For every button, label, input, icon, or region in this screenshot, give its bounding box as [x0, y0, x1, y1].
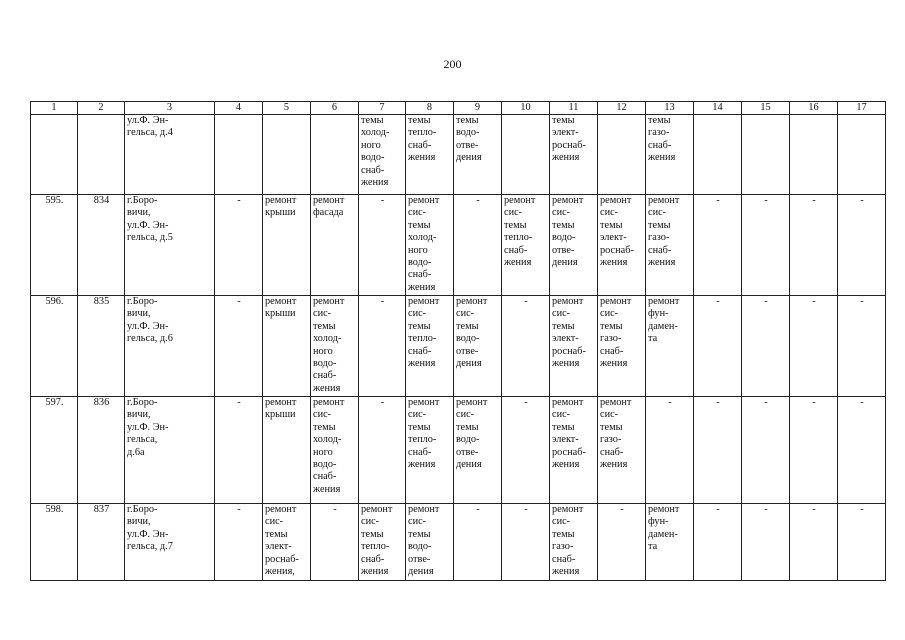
column-number-cell: 16 [790, 102, 838, 115]
table-cell: ремонт сис- темы тепло- снаб- жения [359, 504, 406, 581]
table-cell: ремонт сис- темы холод- ного водо- снаб- жения [311, 296, 359, 397]
table-cell: - [454, 195, 502, 296]
table-cell: - [790, 195, 838, 296]
table-cell [742, 115, 790, 195]
table-cell: ремонт сис- темы газо- снаб- жения [598, 397, 646, 504]
table-cell: ремонт сис- темы водо- отве- дения [550, 195, 598, 296]
table-cell: г.Боро- вичи, ул.Ф. Эн- гельса, д.6 [125, 296, 215, 397]
table-cell: темы водо- отве- дения [454, 115, 502, 195]
table-cell: - [454, 504, 502, 581]
table-cell: ремонт сис- темы элект- роснаб- жения, [263, 504, 311, 581]
table-cell: ремонт сис- темы холод- ного водо- снаб- жения [311, 397, 359, 504]
table-cell: ремонт фун- дамен- та [646, 296, 694, 397]
table-cell: - [694, 397, 742, 504]
table-cell: г.Боро- вичи, ул.Ф. Эн- гельса, д.5 [125, 195, 215, 296]
table-cell: ремонт сис- темы газо- снаб- жения [550, 504, 598, 581]
column-number-cell: 1 [31, 102, 78, 115]
column-number-cell: 3 [125, 102, 215, 115]
table-cell: - [790, 397, 838, 504]
table-cell [598, 115, 646, 195]
page-number: 200 [443, 57, 462, 71]
table-cell [31, 115, 78, 195]
table-cell: 596. [31, 296, 78, 397]
table-cell [311, 115, 359, 195]
table-cell: - [502, 397, 550, 504]
column-number-cell: 6 [311, 102, 359, 115]
column-number-row [31, 102, 886, 115]
table-cell: - [215, 296, 263, 397]
table-cell: - [359, 195, 406, 296]
column-number-cell: 9 [454, 102, 502, 115]
table-cell: - [311, 504, 359, 581]
table-cell: - [694, 195, 742, 296]
table-cell: темы газо- снаб- жения [646, 115, 694, 195]
column-number-cell: 13 [646, 102, 694, 115]
table-cell: ремонт сис- темы элект- роснаб- жения [550, 397, 598, 504]
column-number-cell: 5 [263, 102, 311, 115]
table-cell: - [215, 504, 263, 581]
table-cell [263, 115, 311, 195]
column-number-cell: 8 [406, 102, 454, 115]
column-number-cell: 17 [838, 102, 886, 115]
table-row [31, 296, 886, 397]
table-cell: - [742, 397, 790, 504]
table-cell: ремонт крыши [263, 397, 311, 504]
table-cell: 597. [31, 397, 78, 504]
table-cell: ремонт сис- темы тепло- снаб- жения [406, 397, 454, 504]
column-number-cell: 7 [359, 102, 406, 115]
table-cell: ремонт сис- темы газо- снаб- жения [646, 195, 694, 296]
table-cell: - [838, 195, 886, 296]
table-cell [790, 115, 838, 195]
table-cell: ремонт сис- темы водо- отве- дения [454, 296, 502, 397]
table-cell: 836 [78, 397, 125, 504]
table-cell: ремонт крыши [263, 296, 311, 397]
table-cell [694, 115, 742, 195]
table-cell: г.Боро- вичи, ул.Ф. Эн- гельса, д.6а [125, 397, 215, 504]
table-cell: ремонт фасада [311, 195, 359, 296]
table-cell: - [359, 296, 406, 397]
table-cell: темы холод- ного водо- снаб- жения [359, 115, 406, 195]
table-cell: 595. [31, 195, 78, 296]
table-cell: - [502, 296, 550, 397]
table-cell: 598. [31, 504, 78, 581]
table-cell [215, 115, 263, 195]
table-cell: - [742, 296, 790, 397]
column-number-cell: 4 [215, 102, 263, 115]
table-cell: ремонт сис- темы холод- ного водо- снаб- жения [406, 195, 454, 296]
column-number-cell: 15 [742, 102, 790, 115]
table-cell: ремонт сис- темы водо- отве- дения [454, 397, 502, 504]
table-row [31, 397, 886, 504]
table-cell: - [215, 195, 263, 296]
column-number-cell: 14 [694, 102, 742, 115]
continued-row [31, 115, 886, 195]
table-cell: ремонт крыши [263, 195, 311, 296]
table-cell [838, 115, 886, 195]
table-cell: 835 [78, 296, 125, 397]
table-cell: ремонт фун- дамен- та [646, 504, 694, 581]
table-cell: ремонт сис- темы элект- роснаб- жения [550, 296, 598, 397]
table-cell: - [838, 504, 886, 581]
table-cell: - [838, 296, 886, 397]
table-cell: ремонт сис- темы тепло- снаб- жения [406, 296, 454, 397]
table-cell: ул.Ф. Эн- гельса, д.4 [125, 115, 215, 195]
table-cell: 837 [78, 504, 125, 581]
table-cell: ремонт сис- темы элект- роснаб- жения [598, 195, 646, 296]
table-cell: г.Боро- вичи, ул.Ф. Эн- гельса, д.7 [125, 504, 215, 581]
table-cell: - [694, 296, 742, 397]
table-cell: - [502, 504, 550, 581]
table-cell: - [359, 397, 406, 504]
table-cell: темы тепло- снаб- жения [406, 115, 454, 195]
column-number-cell: 10 [502, 102, 550, 115]
table-row [31, 195, 886, 296]
table-cell: ремонт сис- темы водо- отве- дения [406, 504, 454, 581]
table-row [31, 504, 886, 581]
table-cell: 834 [78, 195, 125, 296]
table-cell: - [838, 397, 886, 504]
table-cell: - [215, 397, 263, 504]
table-cell: темы элект- роснаб- жения [550, 115, 598, 195]
table-cell [502, 115, 550, 195]
table-cell: - [598, 504, 646, 581]
column-number-cell: 11 [550, 102, 598, 115]
repair-schedule-table [30, 101, 886, 581]
table-cell: - [790, 504, 838, 581]
table-cell: - [694, 504, 742, 581]
table-cell: ремонт сис- темы газо- снаб- жения [598, 296, 646, 397]
table-cell: - [742, 504, 790, 581]
table-cell: - [790, 296, 838, 397]
table-cell: - [646, 397, 694, 504]
column-number-cell: 2 [78, 102, 125, 115]
table-cell [78, 115, 125, 195]
table-cell: - [742, 195, 790, 296]
table-cell: ремонт сис- темы тепло- снаб- жения [502, 195, 550, 296]
column-number-cell: 12 [598, 102, 646, 115]
